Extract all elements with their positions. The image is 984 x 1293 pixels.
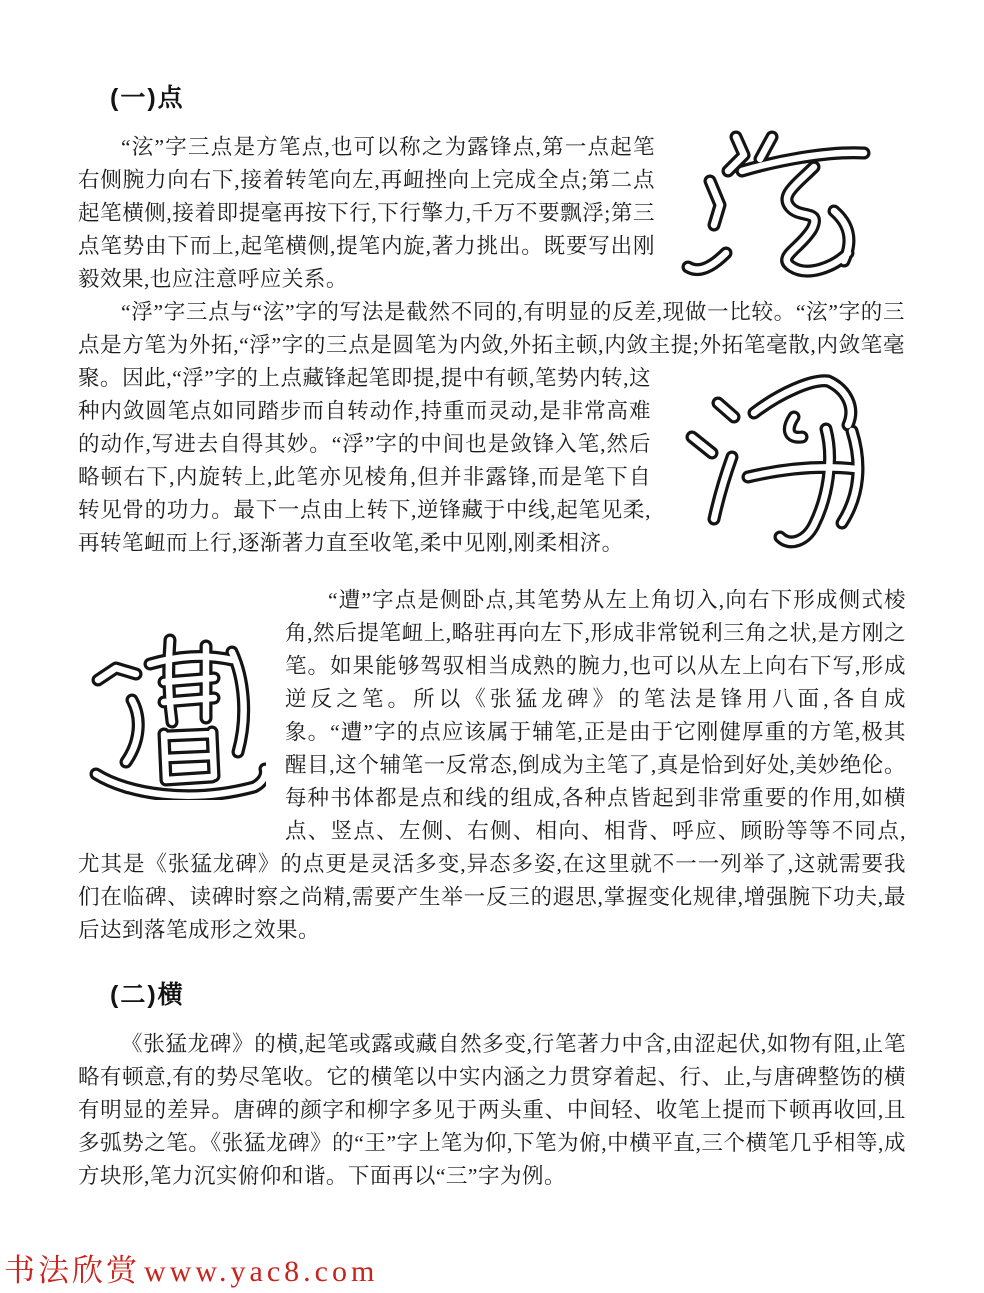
figure-space-fu-top <box>905 296 906 362</box>
paragraph-heng-text: 《张猛龙碑》的横,起笔或露或藏自然多变,行笔著力中含,由涩起伏,如物有阻,止笔略有顿意,有的势尽笔收。它的横笔以中实内涵之力贯穿着起、行、止,与唐碑整饬的横有明显的差异。唐碑的颜字和柳字多见于两头重、中间轻、收笔上提而下顿再收回,且多弧势之笔。《张猛龙碑》的“王”字上笔为仰,下笔为俯,中横平直,三个横笔几乎相等,成方块形,笔力沉实俯仰和谐。下面再以“三”字为例。 <box>78 1032 906 1188</box>
fu-calligraphy-image <box>678 367 870 555</box>
section-heading-horizontal: (二)横 <box>110 981 185 1009</box>
paragraph-fu-text: “浮”字三点与“泫”字的写法是截然不同的,有明显的反差,现做一比较。“泫”字的三点是方笔为外拓,“浮”字的三点是圆笔为内敛,外拓主顿,内敛主提;外拓笔毫散,内敛笔毫聚。因此,“浮”字的上点藏锋起笔即提,提中有顿,笔势内转,这种内敛圆笔点如同踏步而自转动作,持重而灵动,是非常高难的动作,写进去自得其妙。“浮”字的中间也是敛锋入笔,然后略顿右下,内旋转上,此笔亦见棱角,但并非露锋,而是笔下自转见骨的功力。最下一点由上转下,逆锋藏于中线,起笔见柔,再转笔衄而上行,逐渐著力直至收笔,柔中见刚,刚柔相济。 <box>78 300 905 555</box>
paragraph-zao-text: “遭”字点是侧卧点,其笔势从左上角切入,向右下形成侧式棱角,然后提笔衄上,略驻再向左下,形成非常锐利三角之状,是方刚之笔。如果能够驾驭相当成熟的腕力,也可以从左上向右下写,形成逆反之笔。所以《张猛龙碑》的笔法是锋用八面,各自成象。“遭”字的点应该属于辅笔,正是由于它刚健厚重的方笔,极其醒目,这个辅笔一反常态,倒成为主笔了,真是恰到好处,美妙绝伦。每种书体都是点和线的组成,各种点皆起到非常重要的作用,如横点、竖点、左侧、右侧、相向、相背、呼应、顾盼等等不同点,尤其是《张猛龙碑》的点更是灵活多变,异态多姿,在这里就不一一列举了,这就需要我们在临碑、读碑时察之尚精,需要产生举一反三的遐思,掌握变化规律,增强腕下功夫,最后达到落笔成形之效果。 <box>78 588 906 942</box>
paragraph-block-heng <box>78 1028 906 1193</box>
watermark-url: www.yac8.com <box>144 1255 379 1288</box>
watermark-site-name: 书法欣赏 <box>4 1253 140 1288</box>
paragraph-xuan-text: “泫”字三点是方笔点,也可以称之为露锋点,第一点起笔右侧腕力向右下,接着转笔向左,再衄挫向上完成全点;第二点起笔横侧,接着即提毫再按下行,下行擎力,千万不要飘浮;第三点笔势由下而上,起笔横侧,提笔内旋,著力挑出。既要写出刚毅效果,也应注意呼应关系。 <box>78 135 655 291</box>
xuan-calligraphy-image <box>676 127 874 289</box>
paragraph-heng <box>78 1028 906 1193</box>
zao-calligraphy-image <box>86 624 266 800</box>
section-heading-dots: (一)点 <box>110 84 185 112</box>
watermark <box>4 1245 378 1290</box>
